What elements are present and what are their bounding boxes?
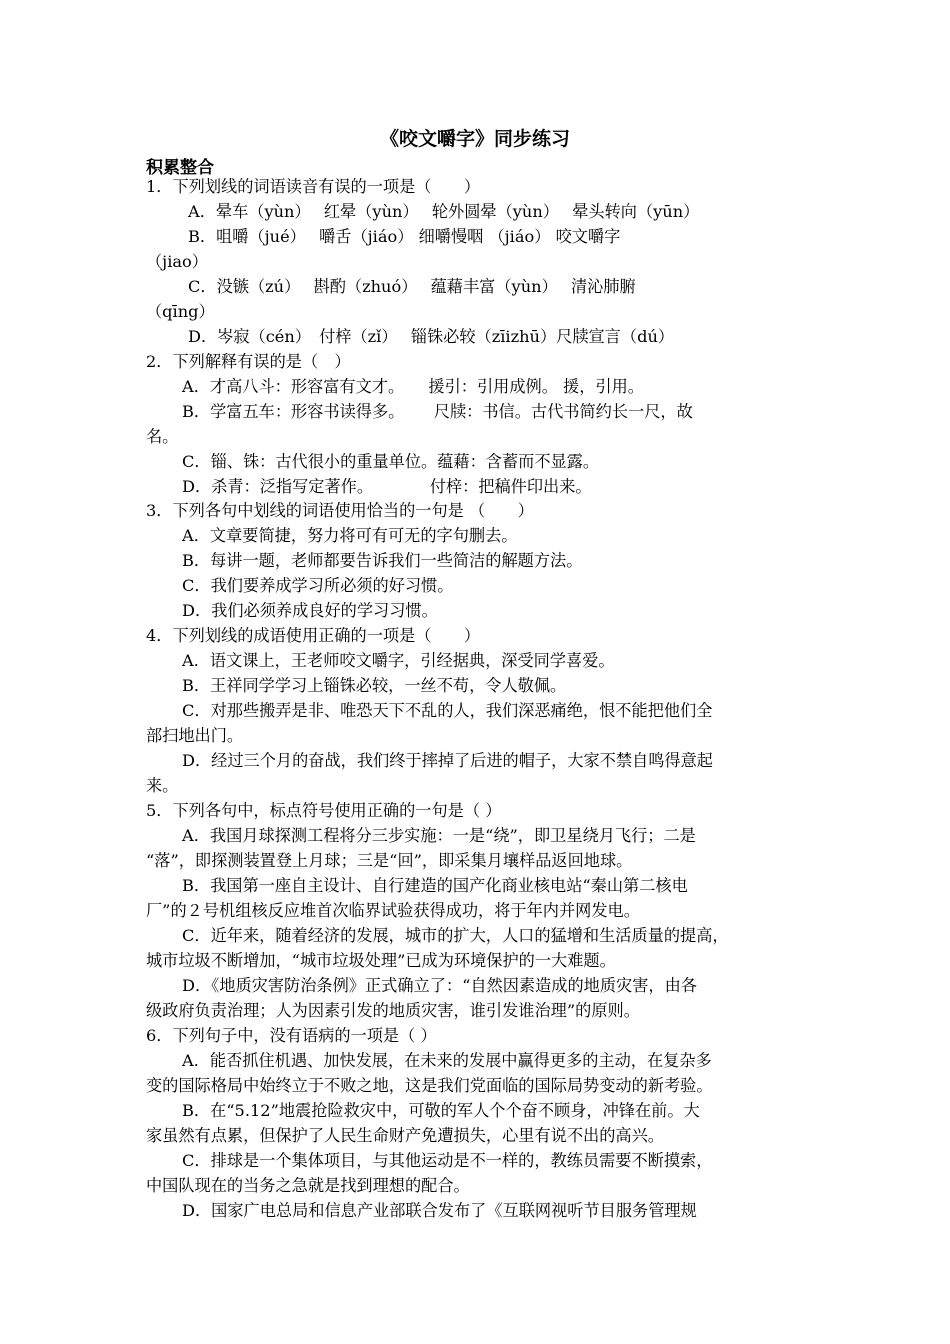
exercise-line: A．语文课上，王老师咬文嚼字，引经据典，深受同学喜爱。: [182, 651, 615, 670]
exercise-line: （qīng）: [146, 302, 215, 321]
exercise-line: 名。: [146, 427, 179, 446]
exercise-line: C．我们要养成学习所必须的好习惯。: [182, 576, 454, 595]
exercise-line: 6．下列句子中，没有语病的一项是（ ）: [146, 1026, 437, 1045]
exercise-line: A．才高八斗：形容富有文才。 援引：引用成例。 援，引用。: [182, 377, 644, 396]
exercise-line: A．文章要简捷，努力将可有可无的字句删去。: [182, 526, 518, 545]
exercise-line: 家虽然有点累，但保护了人民生命财产免遭损失，心里有说不出的高兴。: [146, 1126, 664, 1145]
exercise-line: 变的国际格局中始终立于不败之地，这是我们党面临的国际局势变动的新考验。: [146, 1076, 713, 1095]
exercise-line: 1．下列划线的词语读音有误的一项是（ ）: [146, 177, 481, 196]
exercise-line: 中国队现在的当务之急就是找到理想的配合。: [146, 1176, 470, 1195]
exercise-line: D．岑寂（cén） 付梓（zǐ） 锱铢必较（zīizhū）尺牍宣言（dú）: [188, 327, 675, 346]
exercise-line: D．国家广电总局和信息产业部联合发布了《互联网视听节目服务管理规: [182, 1201, 697, 1220]
exercise-line: B．王祥同学学习上锱铢必较，一丝不苟，令人敬佩。: [182, 676, 567, 695]
exercise-line: 级政府负责治理；人为因素引发的地质灾害，谁引发谁治理”的原则。: [146, 1001, 640, 1020]
exercise-line: A．能否抓住机遇、加快发展，在未来的发展中赢得更多的主动，在复杂多: [182, 1051, 712, 1070]
exercise-line: 5．下列各句中，标点符号使用正确的一句是（ ）: [146, 801, 502, 820]
exercise-line: C．锱、铢：古代很小的重量单位。蕴藉：含蓄而不显露。: [182, 452, 600, 471]
exercise-line: 部扫地出门。: [146, 726, 244, 745]
exercise-line: 厂”的２号机组核反应堆首次临界试验获得成功，将于年内并网发电。: [146, 901, 640, 920]
exercise-line: B．我国第一座自主设计、自行建造的国产化商业核电站“秦山第二核电: [182, 876, 688, 895]
exercise-line: 城市垃圾不断增加，“城市垃圾处理”已成为环境保护的一大难题。: [146, 951, 616, 970]
exercise-line: D．经过三个月的奋战，我们终于摔掉了后进的帽子，大家不禁自鸣得意起: [182, 751, 713, 770]
exercise-line: 2．下列解释有误的是（ ）: [146, 352, 351, 371]
exercise-line: B．咀嚼（jué） 嚼舌（jiáo） 细嚼慢咽 （jiáo） 咬文嚼字: [188, 227, 621, 246]
document-title: 《咬文嚼字》同步练习: [379, 128, 570, 150]
exercise-line: 4．下列划线的成语使用正确的一项是（ ）: [146, 626, 481, 645]
exercise-line: （jiao）: [146, 252, 208, 271]
exercise-line: 来。: [146, 776, 179, 795]
exercise-line: 3．下列各句中划线的词语使用恰当的一句是 （ ）: [146, 501, 534, 520]
exercise-line: “落”，即探测装置登上月球；三是“回”，即采集月壤样品返回地球。: [146, 851, 633, 870]
exercise-line: B．学富五车：形容书读得多。 尺牍：书信。古代书简约长一尺，故: [182, 402, 693, 421]
exercise-line: D．杀青：泛指写定著作。 付梓：把稿件印出来。: [182, 477, 592, 496]
exercise-line: A．我国月球探测工程将分三步实施：一是“绕”，即卫星绕月飞行；二是: [182, 826, 696, 845]
exercise-line: C．近年来，随着经济的发展，城市的扩大，人口的猛增和生活质量的提高，: [182, 926, 729, 945]
exercise-line: B．在“5.12”地震抢险救灾中，可敬的军人个个奋不顾身，冲锋在前。大: [182, 1101, 700, 1120]
exercise-line: B．每讲一题，老师都要告诉我们一些简洁的解题方法。: [182, 551, 583, 570]
exercise-line: C．排球是一个集体项目，与其他运动是不一样的，教练员需要不断摸索，: [182, 1151, 713, 1170]
exercise-line: A．晕车（yùn） 红晕（yùn） 轮外圆晕（yùn） 晕头转向（yūn）: [188, 202, 700, 221]
exercise-line: D．我们必须养成良好的学习习惯。: [182, 601, 438, 620]
exercise-line: D．《地质灾害防治条例》正式确立了：“自然因素造成的地质灾害，由各: [182, 976, 697, 995]
section-heading: 积累整合: [146, 158, 214, 178]
exercise-line: C．没镞（zú） 斟酌（zhuó） 蕴藉丰富（yùn） 清沁肺腑: [188, 277, 636, 296]
exercise-line: C．对那些搬弄是非、唯恐天下不乱的人，我们深恶痛绝，恨不能把他们全: [182, 701, 713, 720]
